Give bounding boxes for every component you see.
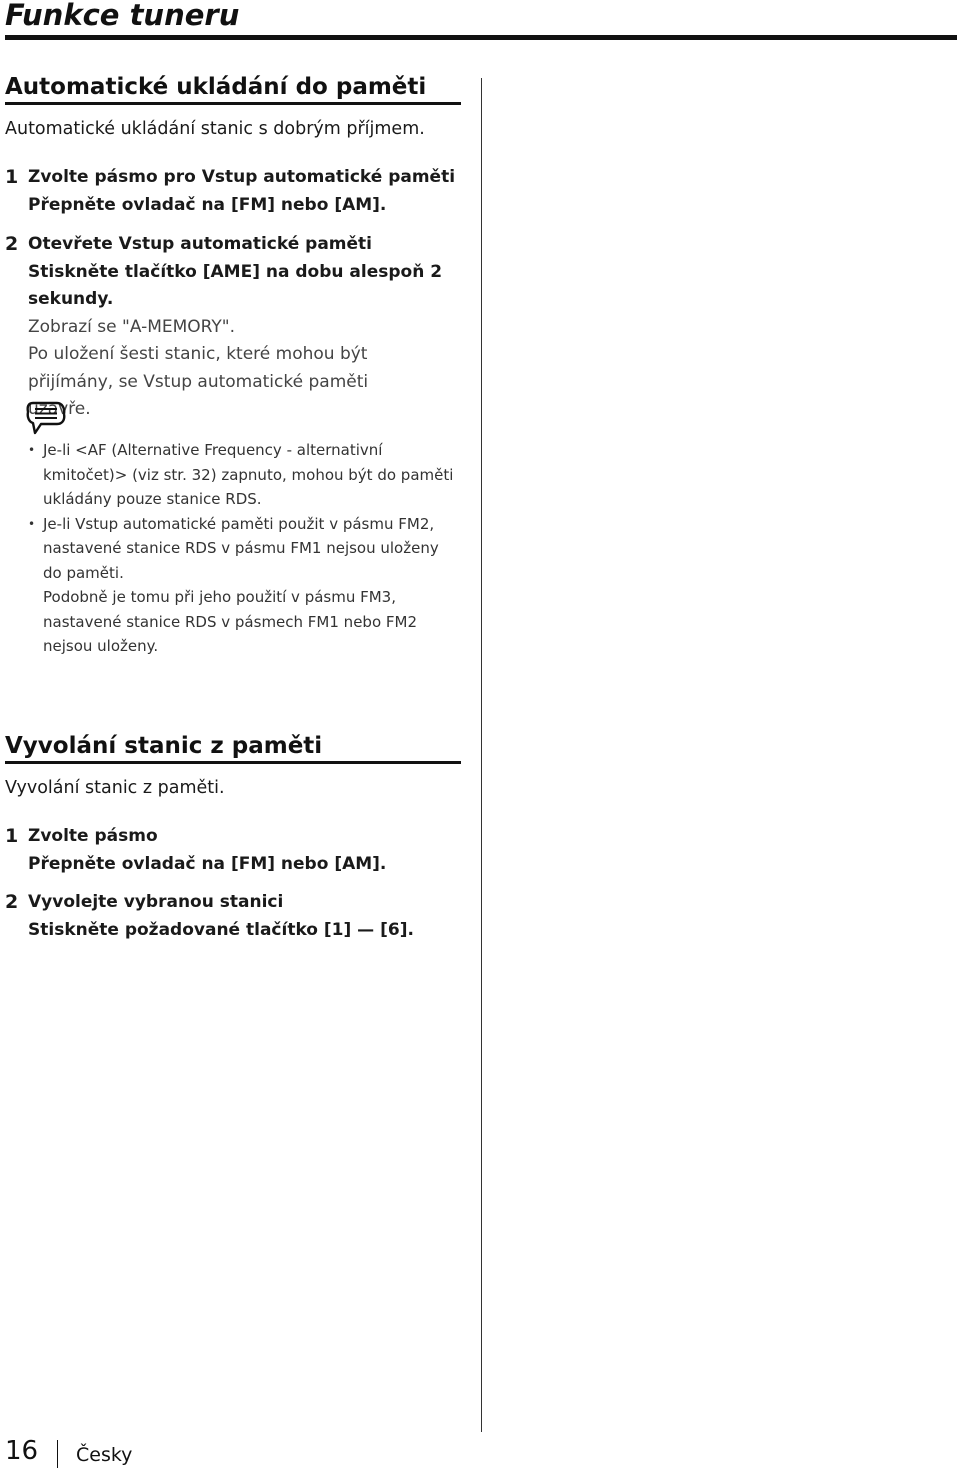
step-number: 1 (5, 166, 19, 188)
page-title: Funkce tuneru (5, 0, 240, 32)
step-number: 2 (5, 233, 19, 255)
recall-step-2 (5, 889, 461, 944)
note-continuation: Podobně je tomu při jeho použití v pásmu FM3, nastavené stanice RDS v pásmech FM1 nebo FM2 nejsou uloženy. (43, 588, 417, 655)
recall-intro: Vyvolání stanic z paměti. (5, 778, 225, 798)
recall-step-1 (5, 823, 461, 878)
step-action: Přepněte ovladač na [FM] nebo [AM]. (28, 194, 387, 215)
step-action: Stiskněte požadované tlačítko [1] — [6]. (28, 919, 414, 940)
notes-list (28, 438, 468, 659)
note-speech-bubble-icon (25, 397, 67, 439)
step (5, 231, 445, 424)
note-item: • Je-li <AF (Alternative Frequency - alternativní kmitočet)> (viz str. 32) zapnuto, mohou být do paměti ukládány pouze stanice RDS. (28, 438, 463, 512)
step-result: Zobrazí se "A-MEMORY". (28, 316, 236, 337)
step (5, 823, 461, 878)
auto-memory-intro: Automatické ukládání stanic s dobrým příjmem. (5, 119, 425, 139)
footer-divider (57, 1440, 58, 1468)
step-title: Vyvolejte vybranou stanici (28, 892, 284, 912)
step-title: Otevřete Vstup automatické paměti (28, 234, 373, 254)
recall-section (5, 733, 461, 802)
page-language: Česky (76, 1444, 133, 1466)
step-number: 2 (5, 891, 19, 913)
step-action: Přepněte ovladač na [FM] nebo [AM]. (28, 853, 387, 874)
step-number: 1 (5, 825, 19, 847)
step (5, 164, 461, 219)
note-item: • Je-li Vstup automatické paměti použit v pásmu FM2, nastavené stanice RDS v pásmu FM1 nejsou uloženy do paměti. (28, 512, 453, 586)
step-result: Po uložení šesti stanic, které mohou být přijímány, se Vstup automatické paměti uzavře. (28, 344, 369, 419)
auto-memory-step-1 (5, 164, 461, 219)
title-rule (5, 35, 957, 40)
step-action: Stiskněte tlačítko [AME] na dobu alespoň 2 sekundy. (28, 261, 443, 309)
recall-heading: Vyvolání stanic z paměti (5, 733, 461, 764)
auto-memory-heading: Automatické ukládání do paměti (5, 74, 461, 105)
auto-memory-step-2 (5, 231, 445, 424)
auto-memory-section (5, 74, 461, 143)
column-divider (481, 78, 482, 1432)
step-title: Zvolte pásmo (28, 826, 158, 846)
step-title: Zvolte pásmo pro Vstup automatické paměti (28, 167, 456, 187)
page-number: 16 (5, 1436, 39, 1466)
step (5, 889, 461, 944)
